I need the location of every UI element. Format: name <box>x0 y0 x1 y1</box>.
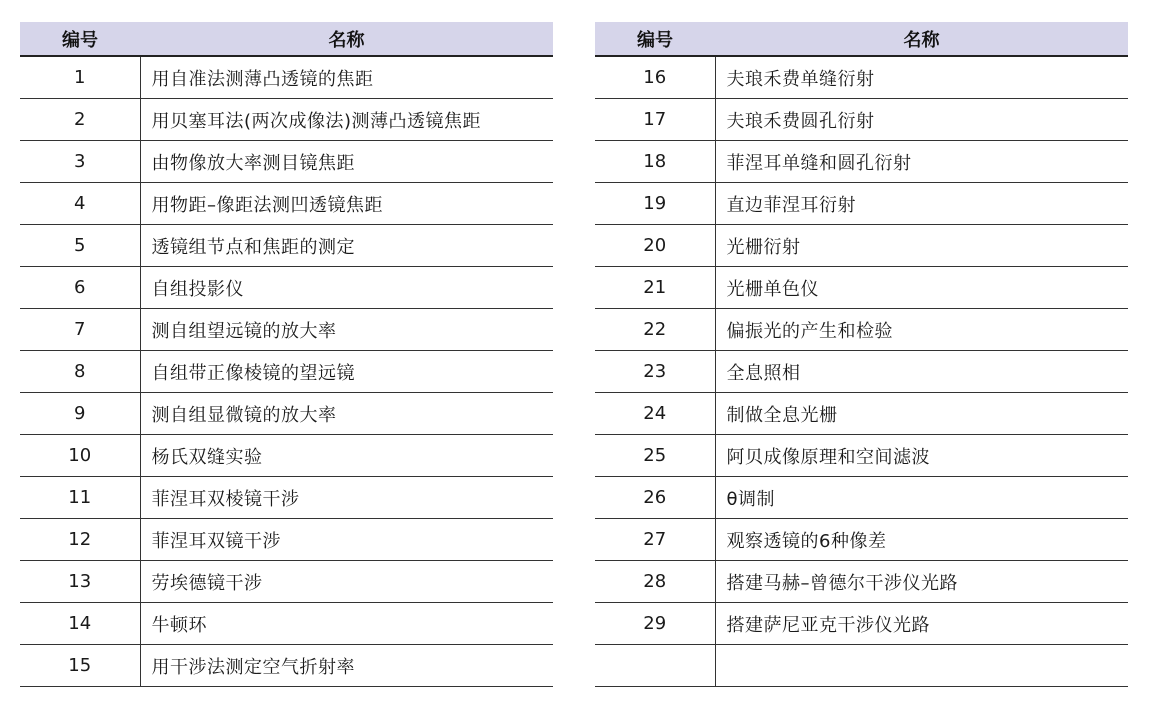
row-name: 菲涅耳双镜干涉 <box>140 519 553 561</box>
table-row <box>595 56 1128 99</box>
row-number: 8 <box>20 351 140 393</box>
table-row <box>595 351 1128 393</box>
row-number: 28 <box>595 561 715 603</box>
row-name: 用贝塞耳法(两次成像法)测薄凸透镜焦距 <box>140 99 553 141</box>
table-row <box>595 435 1128 477</box>
row-number: 1 <box>20 56 140 99</box>
row-number: 9 <box>20 393 140 435</box>
table-row <box>595 477 1128 519</box>
row-name: 劳埃德镜干涉 <box>140 561 553 603</box>
table-row <box>20 309 553 351</box>
table-row <box>595 267 1128 309</box>
row-name: 测自组显微镜的放大率 <box>140 393 553 435</box>
table-row <box>20 393 553 435</box>
row-number: 3 <box>20 141 140 183</box>
row-number: 24 <box>595 393 715 435</box>
row-name: 光栅单色仪 <box>715 267 1128 309</box>
row-name: 阿贝成像原理和空间滤波 <box>715 435 1128 477</box>
row-name: 测自组望远镜的放大率 <box>140 309 553 351</box>
row-name: 偏振光的产生和检验 <box>715 309 1128 351</box>
table-row <box>595 183 1128 225</box>
row-name: 自组带正像棱镜的望远镜 <box>140 351 553 393</box>
row-number: 21 <box>595 267 715 309</box>
experiment-table-right <box>595 22 1128 687</box>
row-number: 13 <box>20 561 140 603</box>
row-name: θ调制 <box>715 477 1128 519</box>
row-name <box>715 645 1128 687</box>
table-row <box>595 519 1128 561</box>
row-number: 5 <box>20 225 140 267</box>
row-number <box>595 645 715 687</box>
table-row <box>595 225 1128 267</box>
row-name: 用干涉法测定空气折射率 <box>140 645 553 687</box>
table-row <box>20 141 553 183</box>
row-name: 由物像放大率测目镜焦距 <box>140 141 553 183</box>
row-name: 用物距–像距法测凹透镜焦距 <box>140 183 553 225</box>
table-row <box>595 99 1128 141</box>
row-number: 11 <box>20 477 140 519</box>
table-row <box>20 435 553 477</box>
column-header-number: 编号 <box>595 22 715 56</box>
table-row <box>20 519 553 561</box>
table-row <box>20 225 553 267</box>
column-header-name: 名称 <box>715 22 1128 56</box>
row-number: 7 <box>20 309 140 351</box>
row-number: 19 <box>595 183 715 225</box>
row-number: 16 <box>595 56 715 99</box>
row-name: 光栅衍射 <box>715 225 1128 267</box>
experiment-table-left <box>20 22 553 687</box>
row-number: 23 <box>595 351 715 393</box>
table-row <box>20 477 553 519</box>
table-header-row <box>20 22 553 56</box>
row-number: 14 <box>20 603 140 645</box>
row-name: 透镜组节点和焦距的测定 <box>140 225 553 267</box>
row-number: 12 <box>20 519 140 561</box>
row-name: 搭建马赫–曾德尔干涉仪光路 <box>715 561 1128 603</box>
row-name: 直边菲涅耳衍射 <box>715 183 1128 225</box>
row-name: 全息照相 <box>715 351 1128 393</box>
row-number: 15 <box>20 645 140 687</box>
table-row <box>595 141 1128 183</box>
row-number: 10 <box>20 435 140 477</box>
row-number: 27 <box>595 519 715 561</box>
row-name: 制做全息光栅 <box>715 393 1128 435</box>
row-number: 25 <box>595 435 715 477</box>
row-number: 20 <box>595 225 715 267</box>
table-row <box>595 309 1128 351</box>
table-header-row <box>595 22 1128 56</box>
table-row <box>595 561 1128 603</box>
column-header-name: 名称 <box>140 22 553 56</box>
row-name: 牛顿环 <box>140 603 553 645</box>
row-number: 18 <box>595 141 715 183</box>
row-number: 26 <box>595 477 715 519</box>
table-row <box>595 603 1128 645</box>
row-name: 杨氏双缝实验 <box>140 435 553 477</box>
row-number: 6 <box>20 267 140 309</box>
table-row <box>20 56 553 99</box>
table-row <box>20 645 553 687</box>
table-row <box>595 393 1128 435</box>
table-row <box>20 561 553 603</box>
row-number: 4 <box>20 183 140 225</box>
row-name: 菲涅耳双棱镜干涉 <box>140 477 553 519</box>
row-name: 菲涅耳单缝和圆孔衍射 <box>715 141 1128 183</box>
row-name: 用自准法测薄凸透镜的焦距 <box>140 56 553 99</box>
row-name: 夫琅禾费单缝衍射 <box>715 56 1128 99</box>
row-number: 2 <box>20 99 140 141</box>
table-row <box>20 603 553 645</box>
row-name: 自组投影仪 <box>140 267 553 309</box>
table-row <box>20 267 553 309</box>
row-number: 22 <box>595 309 715 351</box>
table-row <box>20 183 553 225</box>
row-name: 搭建萨尼亚克干涉仪光路 <box>715 603 1128 645</box>
row-number: 29 <box>595 603 715 645</box>
row-number: 17 <box>595 99 715 141</box>
table-row <box>20 351 553 393</box>
column-header-number: 编号 <box>20 22 140 56</box>
row-name: 观察透镜的6种像差 <box>715 519 1128 561</box>
table-row-empty <box>595 645 1128 687</box>
table-row <box>20 99 553 141</box>
row-name: 夫琅禾费圆孔衍射 <box>715 99 1128 141</box>
